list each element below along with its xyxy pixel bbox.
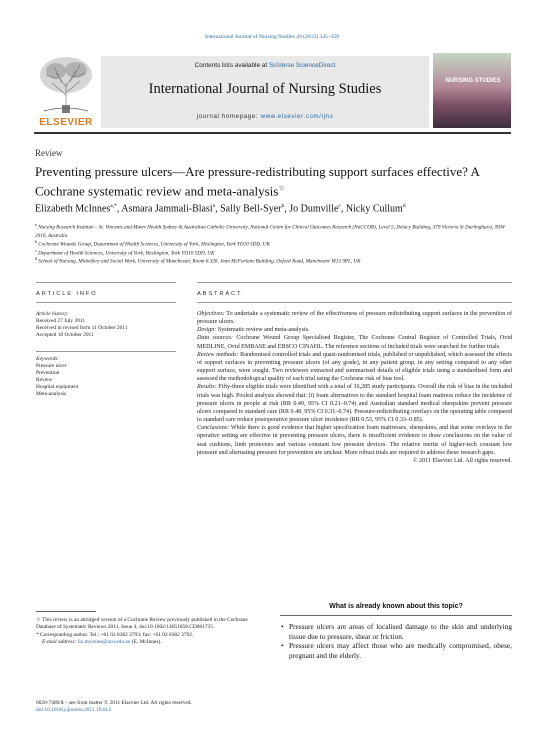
author-name: Jo Dumville: [289, 203, 339, 215]
issn-line: 0020-7489/$ – see front matter © 2011 Elsevier Ltd. All rights reserved.: [36, 700, 192, 706]
email-link[interactable]: liz.mcinnes@acu.edu.au: [77, 638, 131, 645]
copyright-notice: © 2011 Elsevier Ltd. All rights reserved.: [412, 457, 512, 464]
article-info-top-rule: [36, 282, 176, 283]
title-footnote-mark[interactable]: ☆: [278, 184, 285, 192]
results-text: Fifty-three eligible trials were identified with a total of 16,285 study participants. Overall the risk of bias in the included trials was high. Pooled analysis showed that: (i) foam alternatives to the standard hospital foam mattress reduce the incidence of pressure ulcers in people at risk (RR 0.40, 95% CI 0.21–0.74) and Australian standard medical sheepskins prevent pressure ulcers compared to standard care (RR 0.48, 95% CI 0.31–0.74). Pressure-redistributing overlays on the operating table compared to standard care reduce postoperative pressure ulcer incidence (RR 0.53, 95% CI 0.33–0.85).: [197, 384, 512, 424]
sciencedirect-link[interactable]: SciVerse ScienceDirect: [268, 62, 336, 69]
journal-cover-image: [433, 53, 511, 128]
masthead-rule: [34, 132, 511, 134]
data-sources-label: Data sources:: [197, 335, 233, 342]
objectives-text: To undertake a systematic review of the effectiveness of pressure redistributing support surfaces in the prevention of pressure ulcers.: [197, 311, 512, 326]
abstract-top-rule: [197, 282, 512, 283]
history-label: Article history:: [36, 311, 69, 317]
affiliation-text: Department of Health Sciences, University of York, Heslington, York YO10 5DD, UK: [38, 250, 215, 257]
contents-line: [101, 62, 429, 69]
methods-text: Randomised controlled trials and quasi-randomised trials, published or unpublished, which assessed the effects of support surfaces in preventing pressure ulcers (of any grade), in any patient group, in any setting compared to any other support surface, were sought. Two reviewers extracted and summarised details of eligible trials using a standardised form and assessed the methodological quality of each trial using the Cochrane risk of bias tool.: [197, 351, 512, 383]
author-name: Nicky Cullum: [345, 203, 403, 215]
received-date: Received 27 July 2011: [36, 318, 86, 325]
article-history: [36, 311, 176, 339]
results-label: Results:: [197, 384, 217, 391]
methods-label: Review methods:: [197, 351, 239, 358]
homepage-link[interactable]: www.elsevier.com/ijns: [260, 113, 334, 120]
article-title-text: Preventing pressure ulcers—Are pressure-redistributing support surfaces effective? A Cochrane systematic review and meta-analysis: [35, 164, 480, 199]
abstract-conclusions: [197, 424, 512, 457]
author-affiliation-mark[interactable]: d: [402, 203, 406, 209]
keyword: Prevention: [36, 370, 60, 377]
affiliation-text: Nursing Research Institute – St. Vincents and Mater Health Sydney & Australian Catholic University, National Centre for Clinical Outcomes Research (NaCCOR), Level 5, Delacy Building, 379 Victoria St Darlinghurst, NSW 2010, Australia: [35, 224, 506, 240]
revised-date: Received in revised form 11 October 2011: [36, 325, 128, 332]
conclusions-label: Conclusions:: [197, 425, 230, 432]
author-affiliation-mark[interactable]: b: [281, 203, 285, 209]
author-affiliation-mark[interactable]: a: [212, 203, 216, 209]
affiliation-mark: d: [35, 256, 37, 262]
article-info-rule: [36, 302, 176, 303]
list-item: • Pressure ulcers may affect those who are medically compromised, obese, pregnant and the elderly.: [280, 641, 512, 660]
front-matter-lines: [36, 700, 264, 715]
abstract-body: [197, 310, 512, 465]
affiliation-mark: a: [35, 222, 37, 227]
author-list: Elizabeth McInnes$^{a,*}$, Asmara Jammali-Blasi$^a$, Sally Bell-Syer$^b$, Jo Dumville$^c$, Nicky Cullum$^d$: [35, 203, 406, 215]
footnote-rule: [36, 611, 96, 612]
keyword: Meta-analysis: [36, 391, 67, 398]
corresponding-author-note: * Corresponding author. Tel.: +61 02 8382 3793; fax: +61 02 8382 3792.: [36, 631, 194, 638]
homepage-prefix: journal homepage:: [196, 113, 261, 120]
known-topic-rule: [280, 615, 512, 616]
affiliation-mark: c: [35, 247, 37, 253]
doi-link[interactable]: doi:10.1016/j.ijnurstu.2011.10.014: [36, 707, 111, 714]
known-topic-title: What is already known about this topic?: [329, 603, 463, 610]
abstract-results: [197, 383, 512, 424]
author-name: Elizabeth McInnes: [35, 203, 111, 215]
affiliation-text: Cochrane Wounds Group, Department of Health Sciences, University of York, Heslington, York YO10 5DD, UK: [38, 241, 270, 248]
keyword: Review: [36, 377, 53, 384]
author-name: Asmara Jammali-Blasi: [121, 203, 213, 215]
abstract-data-sources: [197, 334, 512, 350]
affiliation-mark: b: [35, 239, 37, 244]
abstract-methods: [197, 351, 512, 384]
cover-title: NURSING STUDIES: [445, 78, 501, 84]
keyword: Pressure ulcer: [36, 363, 67, 370]
list-item: • Pressure ulcers are areas of localised damage to the skin and underlying tissue due to pressure, shear or friction.: [280, 622, 512, 641]
email-suffix: (E. McInnes).: [130, 638, 162, 645]
publisher-wordmark: ELSEVIER: [39, 117, 93, 128]
journal-title: International Journal of Nursing Studies: [148, 81, 382, 97]
keywords-label: Keywords:: [36, 356, 60, 362]
design-text: Systematic review and meta-analysis.: [216, 327, 310, 334]
review-footnote: ☆ This review is an abridged version of a Cochrane Review previously published in the Cochrane Database of Systematic Reviews 2011, Issue 4, doi:10.1002/14651858.CD001735.: [36, 617, 248, 631]
affiliation: [35, 255, 513, 266]
article-title: [35, 164, 513, 199]
journal-homepage: [101, 113, 429, 120]
section-label: Review: [35, 148, 63, 158]
abstract-rule: [197, 302, 512, 303]
footnotes: [36, 617, 264, 646]
journal-reference: International Journal of Nursing Studies 49 (2012) 345–359: [204, 34, 340, 40]
keywords-block: [36, 356, 176, 399]
affiliation-text: School of Nursing, Midwifery and Social Work, University of Manchester, Room 6.326, Jean McFarlane Building, Oxford Road, Manchester M13 9PL, UK: [38, 258, 361, 265]
abstract-objectives: [197, 310, 512, 326]
accepted-date: Accepted 18 October 2011: [36, 332, 94, 339]
author-affiliation-mark[interactable]: c: [338, 203, 341, 209]
abstract-heading: ABSTRACT: [197, 291, 243, 297]
design-label: Design:: [197, 327, 217, 334]
data-sources-text: Cochrane Wound Group Specialised Register, The Cochrane Central Register of Controlled Trials, Ovid MEDLINE, Ovid EMBASE and EBSCO CINAHL. The reference sections of included trials were searched for further trials.: [197, 335, 512, 350]
known-topic-list: [280, 622, 512, 660]
author-name: Sally Bell-Syer: [220, 203, 282, 215]
article-info-heading: ARTICLE INFO: [36, 291, 98, 297]
email-label: E-mail address:: [42, 638, 78, 645]
abstract-design: [197, 326, 512, 334]
contents-prefix: Contents lists available at: [194, 62, 269, 69]
objectives-label: Objectives:: [197, 311, 225, 317]
author-affiliation-mark[interactable]: a,*: [110, 203, 117, 209]
keyword: Hospital equipment: [36, 384, 79, 391]
conclusions-text: While there is good evidence that higher specification foam mattresses, sheepskins, and that some overlays in the operative setting are effective in preventing pressure ulcers, there is insufficient evidence to draw conclusions on the value of seat cushions, limb protectors and various constant low pressure devices. The relative merits of higher-tech constant low pressure and alternating pressure for prevention are unclear. More robust trials are required to address these research gaps.: [197, 425, 512, 456]
keywords-rule: [36, 351, 176, 352]
email-note: [36, 639, 264, 646]
